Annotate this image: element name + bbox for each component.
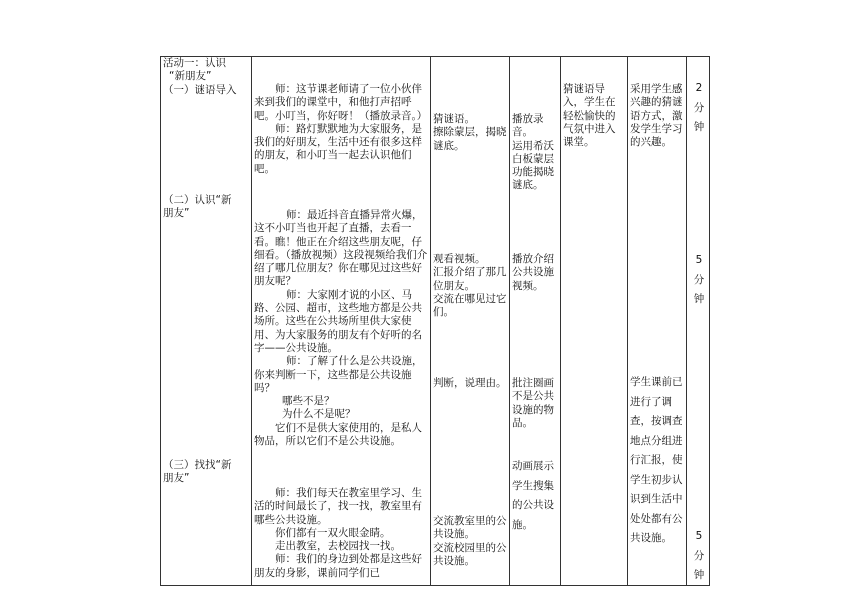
activity-step-know-friends <box>163 194 249 221</box>
teacher-paragraph: 你们都有一双火眼金睛。 <box>275 526 391 539</box>
teacher-paragraph: 师：我们的身边到处都是这些好朋友的身影，课前同学们已 <box>254 553 422 579</box>
activity-step-know-line2: 朋友” <box>163 207 190 220</box>
design-purpose-text-survey: 学生课前已进行了调查，按调查地点分组进行汇报，使学生初步认识到生活中处处都有公共设施。 <box>630 376 683 544</box>
activity-step-riddle: （一）谜语导入 <box>163 83 237 96</box>
student-text: 交流教室里的公共设施。 <box>433 515 507 541</box>
student-text: 汇报介绍了那几位朋友。 <box>433 266 507 292</box>
student-block-riddle <box>433 113 507 153</box>
teacher-block-riddle <box>254 83 428 176</box>
media-block-animation <box>512 457 558 535</box>
activity-step-know-line1: （二）认识“新 <box>163 194 232 206</box>
teacher-activity-column <box>252 57 431 586</box>
activity-step-find-line1: （三）找找“新 <box>163 459 232 471</box>
student-text: 交流在哪见过它们。 <box>433 292 507 319</box>
activity-column <box>161 57 252 586</box>
time-label-5min: 5 分 钟 <box>693 254 705 305</box>
activity-step-find-line2: 朋友” <box>163 472 190 485</box>
design-intent-column <box>561 57 628 586</box>
activity-title-line2: “新朋友” <box>169 70 212 83</box>
teacher-paragraph: 为什么不是呢？ <box>282 408 356 421</box>
media-block-audio <box>512 113 558 193</box>
activity-step-find-friends <box>163 459 249 486</box>
media-text: 运用希沃白板蒙层功能揭晓谜底。 <box>512 139 554 192</box>
design-purpose-text: 采用学生感兴趣的猜谜语方式，激发学生学习的兴趣。 <box>630 83 683 149</box>
media-block-video <box>512 253 558 293</box>
activity-one-heading <box>163 57 249 97</box>
teacher-paragraph: 师：这节课老师请了一位小伙伴来到我们的课堂中，和他打声招呼吧。小叮当，你好呀！（播放录音。） <box>254 83 428 122</box>
teacher-paragraph: 哪些不是？ <box>282 395 335 408</box>
student-text: 猜谜语。 <box>433 113 475 125</box>
student-text: 判断，说理由。 <box>433 377 507 389</box>
time-label-2min: 2 分 钟 <box>693 82 705 133</box>
time-column <box>687 57 710 586</box>
teacher-block-find <box>254 487 428 580</box>
activity-title-line1: 活动一：认识 <box>163 57 226 69</box>
teacher-paragraph: 师：了解了什么是公共设施，你来判断一下，这些都是公共设施吗？ <box>254 355 423 394</box>
teacher-paragraph: 师：路灯默默地为大家服务，是我们的好朋友，生活中还有很多这样的朋友，和小叮当一起去认识他们吧。 <box>254 122 422 175</box>
design-purpose-column <box>628 57 687 586</box>
teacher-paragraph: 师：我们每天在教室里学习、生活的时间最长了，找一找，教室里有哪些公共设施。 <box>254 487 422 526</box>
media-column <box>510 57 561 586</box>
teacher-block-know <box>254 209 428 448</box>
student-activity-column <box>431 57 510 586</box>
teacher-paragraph: 师：最近抖音直播异常火爆，这不小叮当也开起了直播，去看一看。瞧！他正在介绍这些朋友呢，仔细看。（播放视频）这段视频给我们介绍了哪几位朋友？你在哪见过这些好朋友呢？ <box>254 209 428 288</box>
student-text: 观看视频。 <box>433 253 486 265</box>
student-block-judge <box>433 377 507 390</box>
student-block-video <box>433 253 507 319</box>
teacher-paragraph: 它们不是供大家使用的，是私人物品，所以它们不是公共设施。 <box>254 421 422 448</box>
teacher-paragraph: 走出教室，去校园找一找。 <box>275 540 401 553</box>
time-label-5min-b: 5 分 钟 <box>693 530 705 581</box>
media-text: 播放介绍公共设施视频。 <box>512 253 554 292</box>
lesson-plan-table <box>160 56 710 586</box>
media-text: 动画展示学生搜集的公共设施。 <box>512 460 554 531</box>
table-row <box>161 57 710 586</box>
student-text: 交流校园里的公共设施。 <box>433 541 507 567</box>
media-text: 批注圈画不是公共设施的物品。 <box>512 377 554 429</box>
teacher-paragraph: 师：大家刚才说的小区、马路、公园、超市，这些地方都是公共场所。这些在公共场所里供大家使用、为大家服务的朋友有个好听的名字——公共设施。 <box>254 288 422 354</box>
design-intent-text: 猜谜语导入，学生在轻松愉快的气氛中进入课堂。 <box>563 83 616 149</box>
media-text: 播放录音。 <box>512 113 544 139</box>
student-block-share <box>433 515 507 568</box>
media-block-annotate <box>512 377 558 430</box>
student-text: 擦除蒙层，揭晓谜底。 <box>433 126 507 152</box>
